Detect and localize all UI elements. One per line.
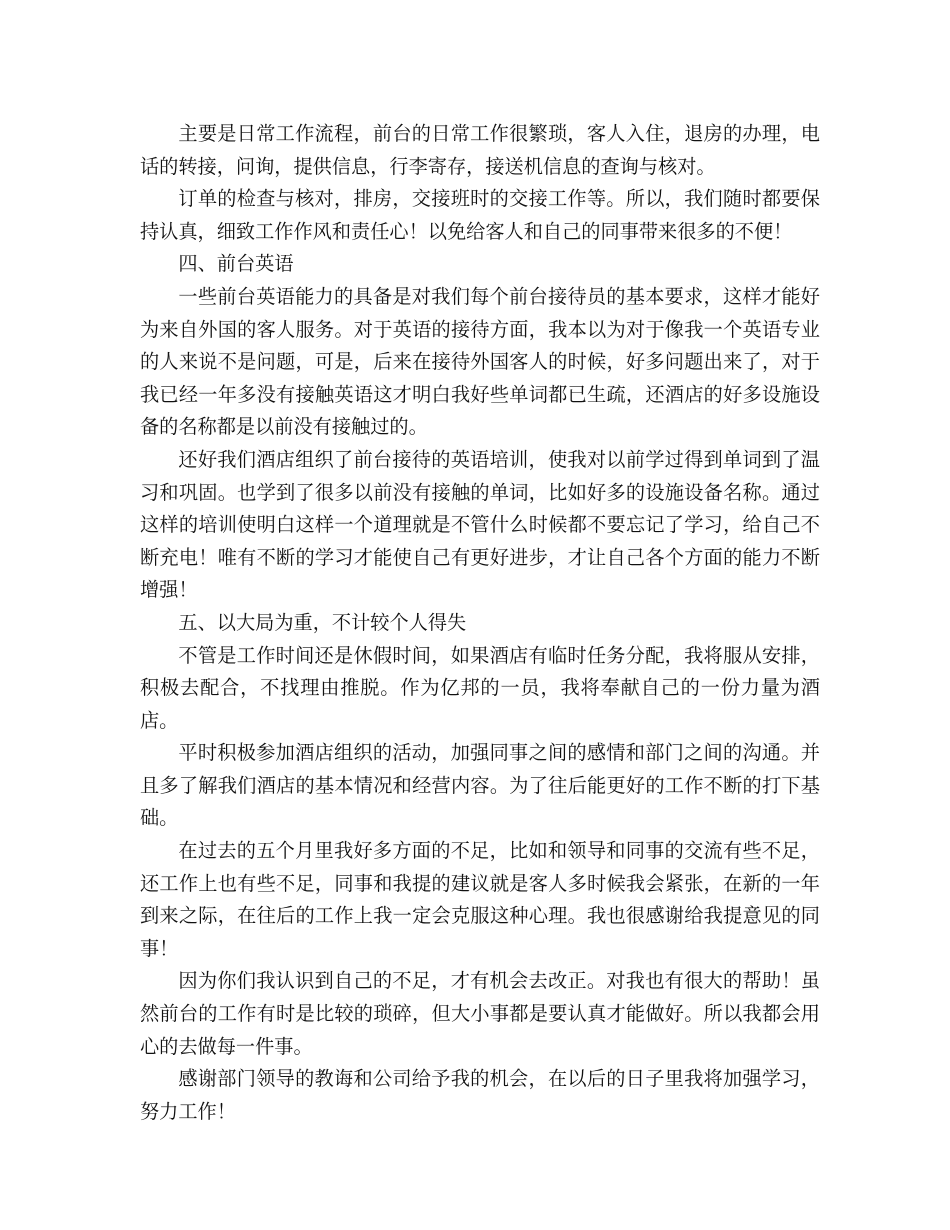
paragraph-order-check: 订单的检查与核对，排房，交接班时的交接工作等。所以，我们随时都要保持认真，细致工作作风和责任心！以免给客人和自己的同事带来很多的不便！ <box>140 187 820 243</box>
paragraph-improvement: 因为你们我认识到自己的不足，才有机会去改正。对我也有很大的帮助！虽然前台的工作有时是比较的琐碎，但大小事都是要认真才能做好。所以我都会用心的去做每一件事。 <box>140 969 820 1058</box>
paragraph-shortcomings: 在过去的五个月里我好多方面的不足，比如和领导和同事的交流有些不足，还工作上也有些不足，同事和我提的建议就是客人多时候我会紧张，在新的一年到来之际，在往后的工作上我一定会克服这种心理。我也很感谢给我提意见的同事！ <box>140 839 820 960</box>
paragraph-english-training: 还好我们酒店组织了前台接待的英语培训，使我对以前学过得到单词到了温习和巩固。也学到了很多以前没有接触的单词，比如好多的设施设备名称。通过这样的培训使明白这样一个道理就是不管什么时候都不要忘记了学习，给自己不断充电！唯有不断的学习才能使自己有更好进步，才让自己各个方面的能力不断增强！ <box>140 447 820 602</box>
document-body <box>140 118 820 1128</box>
paragraph-activities: 平时积极参加酒店组织的活动，加强同事之间的感情和部门之间的沟通。并且多了解我们酒店的基本情况和经营内容。为了往后能更好的工作不断的打下基础。 <box>140 741 820 830</box>
heading-front-desk-english: 四、前台英语 <box>178 252 294 276</box>
paragraph-task-assignment: 不管是工作时间还是休假时间，如果酒店有临时任务分配，我将服从安排，积极去配合，不找理由推脱。作为亿邦的一员，我将奉献自己的一份力量为酒店。 <box>140 643 820 732</box>
paragraph-thanks: 感谢部门领导的教诲和公司给予我的机会，在以后的日子里我将加强学习，努力工作！ <box>140 1067 820 1123</box>
heading-overall-interest: 五、以大局为重，不计较个人得失 <box>178 610 467 634</box>
paragraph-workflow: 主要是日常工作流程，前台的日常工作很繁琐，客人入住，退房的办理，电话的转接，问询，提供信息，行李寄存，接送机信息的查询与核对。 <box>140 122 820 178</box>
paragraph-english-ability: 一些前台英语能力的具备是对我们每个前台接待员的基本要求，这样才能好为来自外国的客人服务。对于英语的接待方面，我本以为对于像我一个英语专业的人来说不是问题，可是，后来在接待外国客人的时候，好多问题出来了，对于我已经一年多没有接触英语这才明白我好些单词都已生疏，还酒店的好多设施设备的名称都是以前没有接触过的。 <box>140 284 820 439</box>
